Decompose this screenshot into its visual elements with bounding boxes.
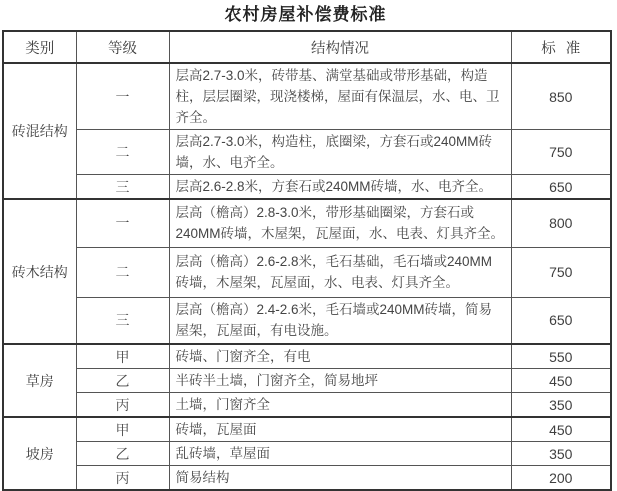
standard-cell: 450	[511, 417, 611, 442]
table-row	[3, 417, 611, 442]
grade-cell: 甲	[76, 417, 169, 442]
structure-cell: 层高（檐高）2.6-2.8米，毛石基础，毛石墙或240MM砖墙，木屋架，瓦屋面，水、电表、灯具齐全。	[169, 247, 511, 297]
grade-cell: 乙	[76, 369, 169, 393]
structure-cell: 层高（檐高）2.8-3.0米，带形基础圈梁，方套石或240MM砖墙，木屋架，瓦屋面，水、电表、灯具齐全。	[169, 199, 511, 247]
standard-cell: 750	[511, 247, 611, 297]
table-row	[3, 130, 611, 175]
table-row	[3, 369, 611, 393]
table-row	[3, 393, 611, 418]
col-header-grade: 等级	[76, 31, 169, 63]
category-cell: 草房	[3, 344, 76, 417]
structure-cell: 层高2.6-2.8米，方套石或240MM砖墙，水、电齐全。	[169, 175, 511, 200]
page-title: 农村房屋补偿费标准	[224, 5, 387, 24]
structure-cell: 简易结构	[169, 466, 511, 491]
structure-cell: 半砖半土墙，门窗齐全，简易地坪	[169, 369, 511, 393]
grade-cell: 甲	[76, 344, 169, 369]
table-row	[3, 297, 611, 344]
table-row	[3, 199, 611, 247]
grade-cell: 二	[76, 130, 169, 175]
grade-cell: 一	[76, 199, 169, 247]
standard-cell: 450	[511, 369, 611, 393]
grade-cell: 三	[76, 175, 169, 200]
table-row	[3, 63, 611, 130]
col-header-standard: 标 准	[511, 31, 611, 63]
standard-cell: 800	[511, 199, 611, 247]
table-row	[3, 175, 611, 200]
standard-cell: 350	[511, 442, 611, 466]
table-row	[3, 442, 611, 466]
standard-cell: 550	[511, 344, 611, 369]
grade-cell: 乙	[76, 442, 169, 466]
category-cell: 砖木结构	[3, 199, 76, 344]
header-row	[3, 31, 611, 63]
standard-cell: 750	[511, 130, 611, 175]
standard-cell: 650	[511, 175, 611, 200]
table-row	[3, 344, 611, 369]
standard-cell: 200	[511, 466, 611, 491]
structure-cell: 土墙，门窗齐全	[169, 393, 511, 418]
table-row	[3, 466, 611, 491]
structure-cell: 乱砖墙，草屋面	[169, 442, 511, 466]
structure-cell: 层高2.7-3.0米，砖带基、满堂基础或带形基础，构造柱，层层圈梁，现浇楼梯，屋面有保温层，水、电、卫齐全。	[169, 63, 511, 130]
compensation-table	[2, 30, 612, 491]
table-row	[3, 247, 611, 297]
structure-cell: 层高2.7-3.0米，构造柱，底圈梁，方套石或240MM砖墙，水、电齐全。	[169, 130, 511, 175]
structure-cell: 层高（檐高）2.4-2.6米，毛石墙或240MM砖墙，简易屋架，瓦屋面，有电设施。	[169, 297, 511, 344]
structure-cell: 砖墙，瓦屋面	[169, 417, 511, 442]
standard-cell: 650	[511, 297, 611, 344]
grade-cell: 一	[76, 63, 169, 130]
standard-cell: 850	[511, 63, 611, 130]
col-header-structure: 结构情况	[169, 31, 511, 63]
grade-cell: 二	[76, 247, 169, 297]
grade-cell: 丙	[76, 393, 169, 418]
grade-cell: 三	[76, 297, 169, 344]
standard-cell: 350	[511, 393, 611, 418]
col-header-category: 类别	[3, 31, 76, 63]
category-cell: 坡房	[3, 417, 76, 490]
grade-cell: 丙	[76, 466, 169, 491]
structure-cell: 砖墙、门窗齐全，有电	[169, 344, 511, 369]
category-cell: 砖混结构	[3, 63, 76, 199]
